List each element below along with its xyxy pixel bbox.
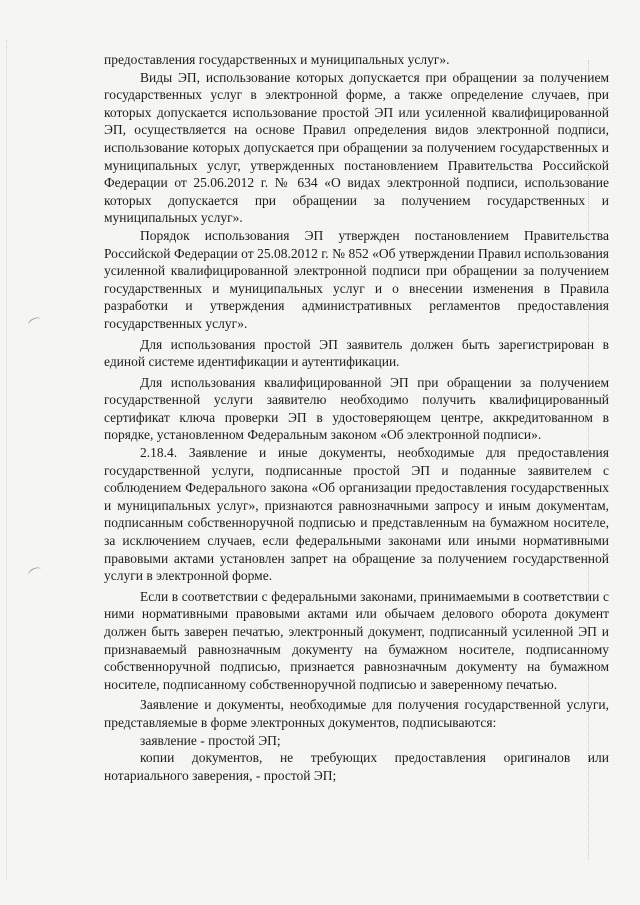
scan-edge-noise xyxy=(6,40,10,880)
paragraph: копии документов, не требующих предоставления оригиналов или нотариального заверения, - простой ЭП; xyxy=(104,750,609,783)
paragraph: 2.18.4. Заявление и иные документы, необходимые для предоставления государственной услуги, подписанные простой ЭП и поданные заявителем с соблюдением Федерального закона «Об организации предоставления государственных и муниципальных услуг», признаются равнозначными запросу и иным документам, подписанным собственноручной подписью и представленным на бумажном носителе, за исключением случаев, если федеральными законами или иными нормативными правовыми актами установлен запрет на обращение за получением государственной услуги в электронной форме. xyxy=(104,445,609,584)
paragraph: Порядок использования ЭП утвержден постановлением Правительства Российской Федерации от 25.08.2012 г. № 852 «Об утверждении Правил использования усиленной квалифицированной электронной подписи при обращении за получением государственных и муниципальных услуг и о внесении изменения в Правила разработки и утверждения административных регламентов предоставления государственных услуг». xyxy=(104,227,609,331)
paragraph: заявление - простой ЭП; xyxy=(140,732,281,748)
paragraph: предоставления государственных и муниципальных услуг». xyxy=(104,52,450,67)
punch-hole-mark xyxy=(27,565,43,579)
punch-hole-mark xyxy=(27,315,43,329)
paragraph: Для использования простой ЭП заявитель должен быть зарегистрирован в единой системе идентификации и аутентификации. xyxy=(104,336,609,370)
paragraph: Для использования квалифицированной ЭП при обращении за получением государственной услуги заявителю необходимо получить квалифицированный сертификат ключа проверки ЭП в удостоверяющем центре, аккредитованном в порядке, установленном Федеральным законом «Об электронной подписи». xyxy=(104,374,609,443)
paragraph: Виды ЭП, использование которых допускается при обращении за получением государственных услуг в электронной форме, а также определение случаев, при которых допускается использование простой ЭП или усиленной квалифицированной ЭП, осуществляется на основе Правил определения видов электронной подписи, использование которых допускается при обращении за получением государственных и муниципальных услуг, утвержденных постановлением Правительства Российской Федерации от 25.06.2012 г. № 634 «О видах электронной подписи, использование которых допускается при обращении за получением государственных и муниципальных услуг». xyxy=(104,69,609,226)
paragraph: Заявление и документы, необходимые для получения государственной услуги, представляемые в форме электронных документов, подписываются: xyxy=(104,697,609,730)
paragraph: Если в соответствии с федеральными законами, принимаемыми в соответствии с ними нормативными правовыми актами или обычаем делового оборота документ должен быть заверен печатью, электронный документ, подписанный усиленной ЭП и признаваемый равнозначным документу на бумажном носителе, подписанному собственноручной подписью, признается равнозначным документу на бумажном носителе, подписанному собственноручной подписью и заверенному печатью. xyxy=(104,588,609,692)
document-body xyxy=(104,51,609,784)
